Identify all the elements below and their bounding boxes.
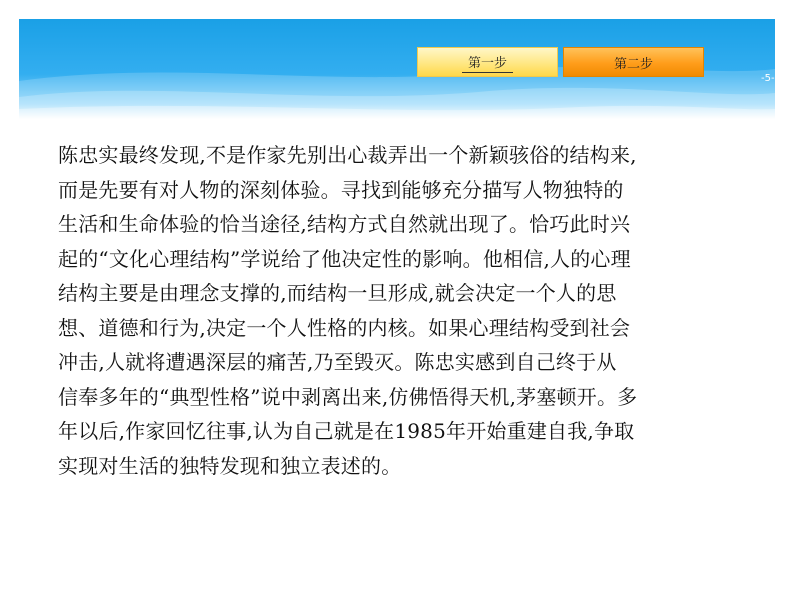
- text-line: 实现对生活的独特发现和独立表述的。: [58, 453, 402, 478]
- text-line: 而是先要有对人物的深刻体验。寻找到能够充分描写人物独特的: [58, 177, 624, 202]
- text-line: 年以后,作家回忆往事,认为自己就是在1985年开始重建自我,争取: [58, 419, 635, 443]
- tab-step-1-label: 第一步: [462, 52, 513, 73]
- text-line: 结构主要是由理念支撑的,而结构一旦形成,就会决定一个人的思: [58, 281, 617, 305]
- tab-step-2-label: 第二步: [613, 56, 653, 72]
- tab-step-2[interactable]: [563, 47, 704, 77]
- text-line: 生活和生命体验的恰当途径,结构方式自然就出现了。恰巧此时兴: [58, 212, 631, 236]
- body-paragraph: [58, 138, 758, 483]
- page-number: -5-: [761, 73, 775, 84]
- text-line: 起的“文化心理结构”学说给了他决定性的影响。他相信,人的心理: [58, 246, 631, 271]
- text-line: 信奉多年的“典型性格”说中剥离出来,仿佛悟得天机,茅塞顿开。多: [58, 384, 638, 409]
- tab-step-1[interactable]: [417, 47, 558, 77]
- text-line: 冲击,人就将遭遇深层的痛苦,乃至毁灭。陈忠实感到自己终于从: [58, 350, 617, 374]
- header-banner: [19, 19, 775, 119]
- text-line: 想、道德和行为,决定一个人性格的内核。如果心理结构受到社会: [58, 315, 631, 340]
- text-line: 陈忠实最终发现,不是作家先别出心裁弄出一个新颖骇俗的结构来,: [58, 143, 637, 167]
